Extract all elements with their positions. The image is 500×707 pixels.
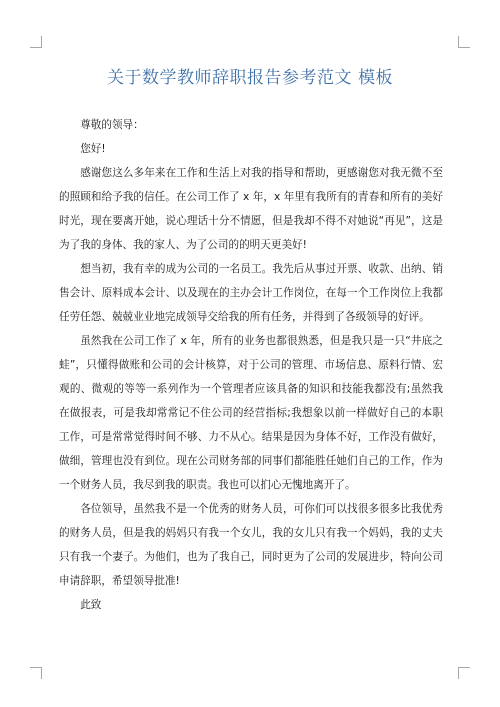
body-paragraph-2: 想当初，我有幸的成为公司的一名员工。我先后从事过开票、收款、出纳、销售会计、原料成本会计、以及现在的主办会计工作岗位，在每一个工作岗位上我都任劳任怨、兢兢业业地完成领导交给我的所有任务，并得到了各级领导的好评。 [59, 263, 443, 323]
crop-mark-bottom-right [458, 667, 470, 679]
body-paragraph-1: 感谢您这么多年来在工作和生活上对我的指导和帮助，更感谢您对我无微不至的照顾和给予我的信任。在公司工作了 x 年，x 年里有我所有的青春和所有的美好时光，现在要离开她，说心理话十分不情愿，但是我却不得不对她说“再见”，这是为了我的身体、我的家人、为了公司的的明天更美好! [59, 167, 443, 251]
document-body [59, 113, 443, 617]
crop-mark-top-right [458, 36, 470, 48]
body-paragraph-3: 虽然我在公司工作了 x 年，所有的业务也都很熟悉，但是我只是一只“井底之蛙”，只懂得做账和公司的会计核算，对于公司的管理、市场信息、原料行情、宏观的、微观的等等一系列作为一个管理者应该具备的知识和技能我都没有;虽然我在做报表，可是我却常常记不住公司的经营指标;我想象以前一样做好自己的本职工作，可是常常觉得时间不够、力不从心。结果是因为身体不好，工作没有做好，做细，管理也没有到位。现在公司财务部的同事们都能胜任她们自己的工作，作为一个财务人员，我尽到我的职责。我也可以扪心无愧地离开了。 [59, 335, 443, 491]
body-paragraph-4: 各位领导，虽然我不是一个优秀的财务人员，可你们可以找很多很多比我优秀的财务人员，但是我的妈妈只有我一个女儿，我的女儿只有我一个妈妈，我的丈夫只有我一个妻子。为他们，也为了我自己，同时更为了公司的发展进步，特向公司申请辞职，希望领导批准! [59, 503, 443, 587]
crop-mark-bottom-left [30, 667, 42, 679]
greeting: 您好! [80, 143, 106, 155]
crop-mark-top-left [30, 36, 42, 48]
document-title: 关于数学教师辞职报告参考范文 模板 [107, 68, 393, 88]
salutation: 尊敬的领导： [80, 119, 144, 131]
closing: 此致 [80, 599, 102, 611]
